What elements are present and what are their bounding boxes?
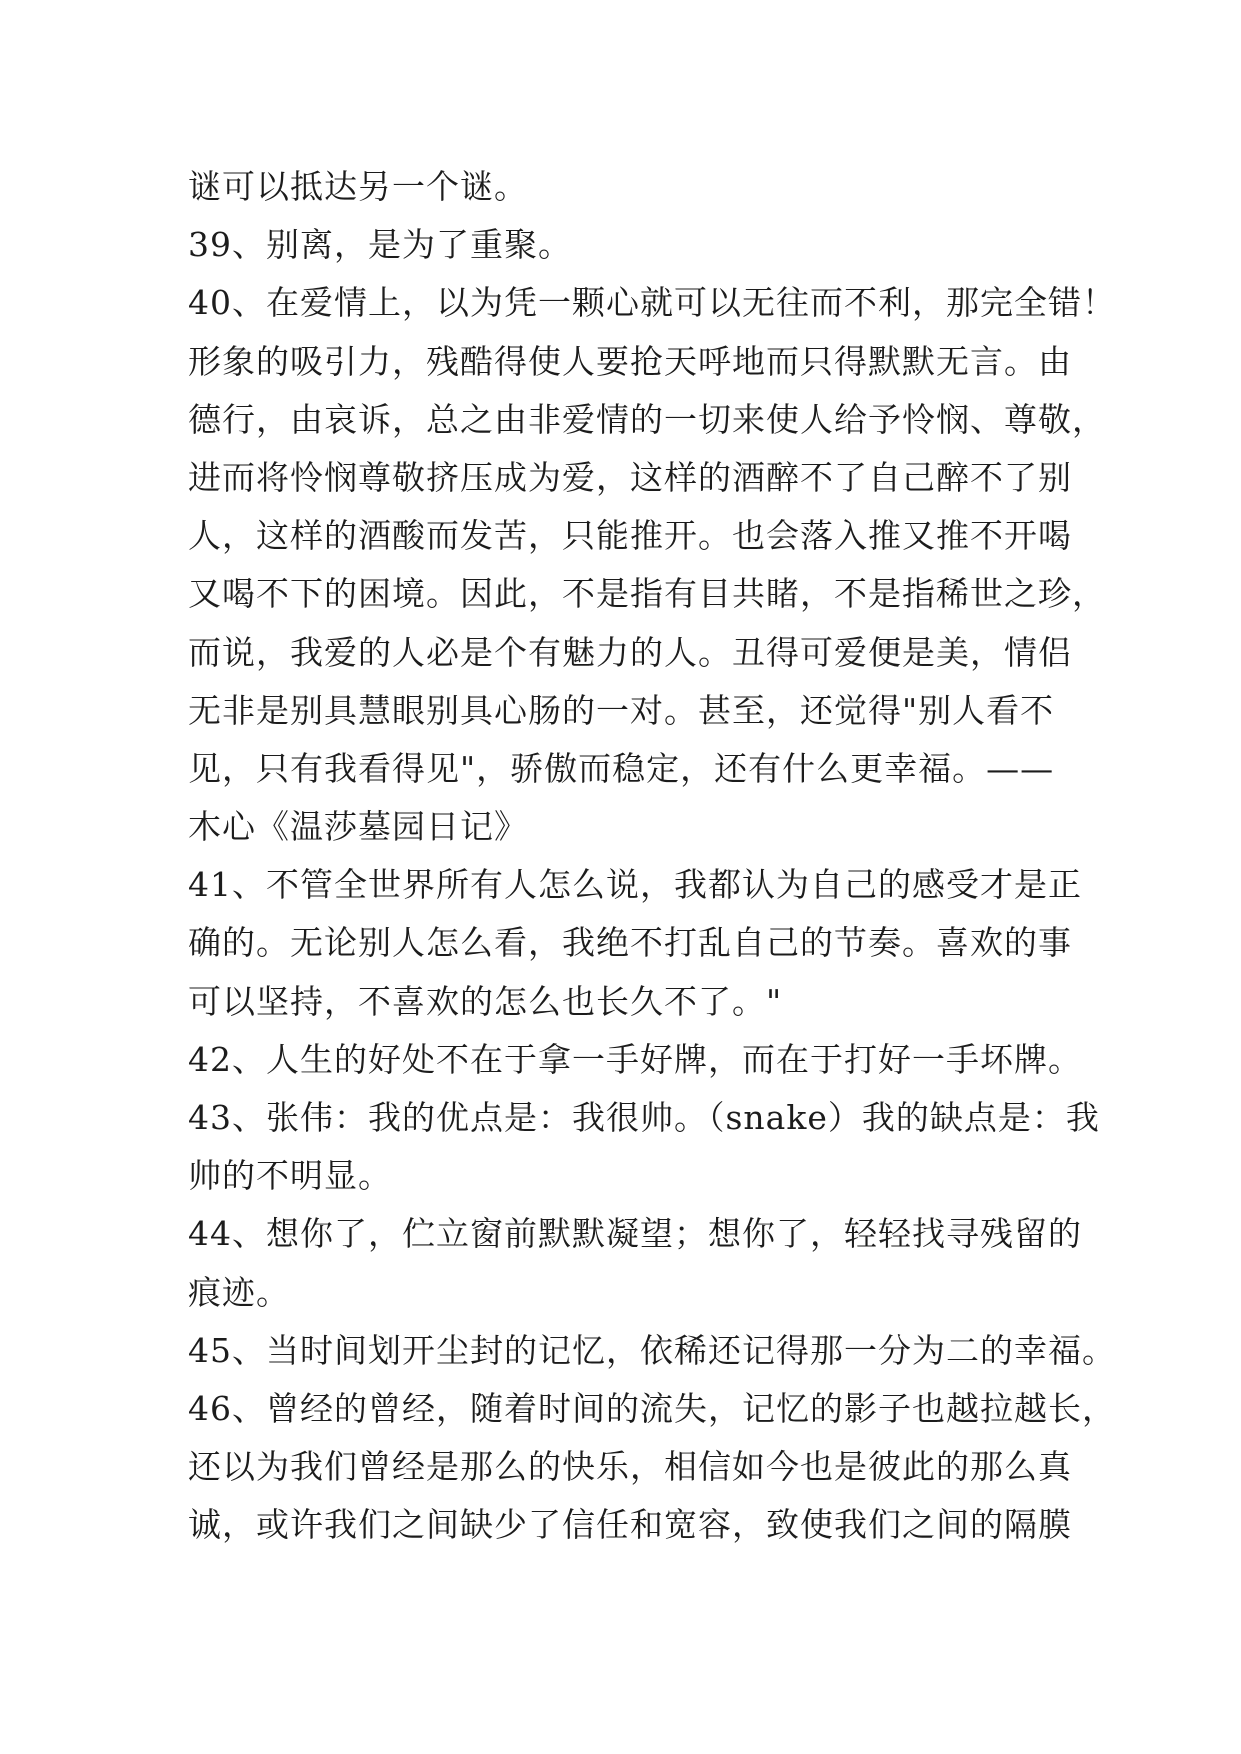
text-line: 痕迹。: [188, 1272, 290, 1312]
text-line: 可以坚持，不喜欢的怎么也长久不了。": [188, 981, 783, 1021]
text-line: 德行，由哀诉，总之由非爱情的一切来使人给予怜悯、尊敬，: [188, 399, 1106, 439]
text-line: 诚，或许我们之间缺少了信任和宽容，致使我们之间的隔膜: [188, 1505, 1072, 1545]
text-line: 帅的不明显。: [188, 1156, 392, 1196]
text-line: 45、当时间划开尘封的记忆，依稀还记得那一分为二的幸福。: [188, 1330, 1116, 1370]
text-line: 44、想你了，伫立窗前默默凝望；想你了，轻轻找寻残留的: [188, 1214, 1082, 1254]
text-line: 还以为我们曾经是那么的快乐，相信如今也是彼此的那么真: [188, 1447, 1072, 1487]
text-line: 又喝不下的困境。因此，不是指有目共睹，不是指稀世之珍，: [188, 574, 1106, 614]
text-line: 木心《温莎墓园日记》: [188, 807, 528, 847]
text-line: 形象的吸引力，残酷得使人要抢天呼地而只得默默无言。由: [188, 341, 1072, 381]
text-line: 谜可以抵达另一个谜。: [188, 167, 528, 206]
text-line: 进而将怜悯尊敬挤压成为爱，这样的酒醉不了自己醉不了别: [188, 457, 1072, 497]
text-line: 人，这样的酒酸而发苦，只能推开。也会落入推又推不开喝: [188, 516, 1072, 556]
text-line: 而说，我爱的人必是个有魅力的人。丑得可爱便是美，情侣: [188, 632, 1072, 672]
text-line: 43、张伟：我的优点是：我很帅。（snake）我的缺点是：我: [188, 1098, 1100, 1137]
text-line: 确的。无论别人怎么看，我绝不打乱自己的节奏。喜欢的事: [188, 923, 1072, 963]
text-line: 39、别离，是为了重聚。: [188, 225, 572, 265]
text-line: 40、在爱情上，以为凭一颗心就可以无往而不利，那完全错！: [188, 283, 1116, 323]
body-text: [188, 158, 1116, 1555]
text-line: 46、曾经的曾经，随着时间的流失，记忆的影子也越拉越长，: [188, 1388, 1116, 1428]
text-line: 42、人生的好处不在于拿一手好牌，而在于打好一手坏牌。: [188, 1039, 1082, 1079]
text-line: 41、不管全世界所有人怎么说，我都认为自己的感受才是正: [188, 865, 1082, 905]
text-line: 见，只有我看得见"，骄傲而稳定，还有什么更幸福。——: [188, 748, 1055, 788]
text-line: 无非是别具慧眼别具心肠的一对。甚至，还觉得"别人看不: [188, 690, 1055, 730]
